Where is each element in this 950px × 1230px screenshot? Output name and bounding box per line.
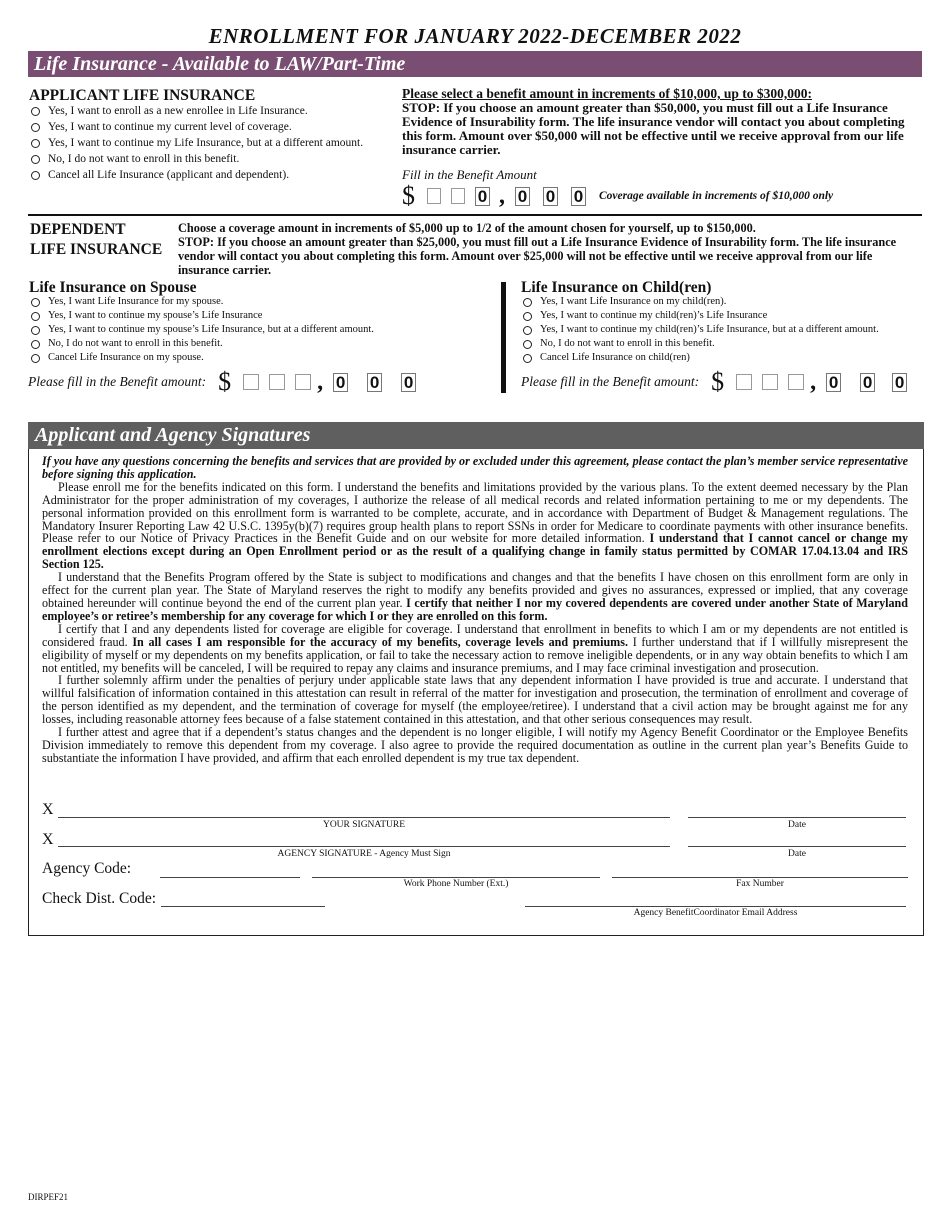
radio-icon[interactable] — [31, 298, 40, 307]
radio-icon[interactable] — [31, 123, 40, 132]
radio-icon[interactable] — [523, 326, 532, 335]
applicant-option-new[interactable]: Yes, I want to enroll as a new enrollee in Life Insurance. — [31, 103, 363, 119]
fixed-zero: 0 — [401, 373, 416, 392]
your-signature-label: YOUR SIGNATURE — [322, 820, 406, 830]
digit-box[interactable] — [427, 188, 441, 204]
digit-box[interactable] — [243, 374, 259, 390]
attestation-p4: I further solemnly affirm under the penalties of perjury under applicable state laws that any dependent information I have provided is true and accurate. I understand that willful falsification of information contained in this attestation can result in referral of the matter for investigation and prosecution, the termination of enrollment and coverage of the person identified as my dependent, and the termination of coverage for myself (the employee/retiree). I understand that a civil action may be brought against me for any losses, including reasonable attorney fees because of a false statement contained in this attestation, and that other serious consequences may result. — [42, 673, 908, 727]
comma-separator: , — [317, 368, 324, 395]
radio-icon[interactable] — [31, 340, 40, 349]
applicant-option-cancel[interactable]: Cancel all Life Insurance (applicant and dependent). — [31, 167, 363, 183]
spouse-heading: Life Insurance on Spouse — [29, 279, 197, 296]
section-banner-life-insurance: Life Insurance - Available to LAW/Part-Time — [28, 51, 922, 77]
fixed-zero: 0 — [892, 373, 907, 392]
child-amount-field: Please fill in the Benefit amount: $ , 0 0 0 — [521, 367, 907, 397]
spouse-option-no[interactable]: No, I do not want to enroll in this benefit. — [31, 337, 374, 351]
child-option-continue[interactable]: Yes, I want to continue my child(ren)’s Life Insurance — [523, 309, 879, 323]
radio-icon[interactable] — [523, 298, 532, 307]
child-options — [523, 295, 879, 365]
digit-box[interactable] — [788, 374, 804, 390]
comma-separator: , — [810, 368, 817, 395]
agency-signature-line[interactable] — [58, 846, 670, 847]
fixed-zero: 0 — [571, 187, 586, 206]
radio-icon[interactable] — [523, 354, 532, 363]
attestation-p3: I certify that I and any dependents listed for coverage are eligible for coverage. I understand that enrollment in benefits to which I am or my dependents are not entitled is considered fraud. In all cases I am responsible for the accuracy of my benefits, coverage levels and premiums. I further understand that if I willfully misrepresent the eligibility of myself or my dependents on my benefits application, or fail to take the necessary action to remove ineligible dependents, or in any way obtain benefits to which I am not entitled, my benefits will be canceled, I will be required to repay any claims and insurance premiums, and I may face criminal investigation and prosecution. — [42, 621, 909, 675]
section-divider — [28, 214, 922, 216]
fill-benefit-label: Fill in the Benefit Amount — [402, 167, 537, 182]
radio-icon[interactable] — [31, 326, 40, 335]
agency-date-label: Date — [788, 849, 806, 859]
section-banner-signatures: Applicant and Agency Signatures — [28, 422, 924, 449]
radio-icon[interactable] — [523, 340, 532, 349]
applicant-heading: APPLICANT LIFE INSURANCE — [29, 87, 256, 104]
coverage-increment-note: Coverage available in increments of $10,000 only — [599, 190, 834, 202]
fixed-zero: 0 — [515, 187, 530, 206]
digit-box[interactable] — [269, 374, 285, 390]
agency-code-input[interactable] — [160, 877, 300, 878]
agency-signature-label: AGENCY SIGNATURE - Agency Must Sign — [277, 849, 451, 859]
work-phone-label: Work Phone Number (Ext.) — [403, 879, 509, 889]
applicant-stop-notice: STOP: If you choose an amount greater than $50,000, you must fill out a Life Insurance Evidence of Insurability form. The life insurance vendor will contact you about completing this form. Amount over $50,000 will not be effective until we receive approval from our life insurance carrier. — [402, 100, 905, 157]
comma-separator: , — [499, 182, 505, 209]
check-dist-code-input[interactable] — [161, 906, 325, 907]
your-signature-line[interactable] — [58, 817, 670, 818]
dollar-sign: $ — [402, 181, 415, 210]
fixed-zero: 0 — [543, 187, 558, 206]
radio-icon[interactable] — [31, 107, 40, 116]
child-option-cancel[interactable]: Cancel Life Insurance on child(ren) — [523, 351, 879, 365]
signature-x-mark: X — [42, 801, 54, 818]
applicant-option-no[interactable]: No, I do not want to enroll in this benefit. — [31, 151, 363, 167]
applicant-option-continue[interactable]: Yes, I want to continue my current level of coverage. — [31, 119, 363, 135]
radio-icon[interactable] — [31, 312, 40, 321]
attestation-text — [42, 455, 908, 765]
radio-icon[interactable] — [31, 155, 40, 164]
applicant-amount-field — [402, 181, 833, 211]
digit-box[interactable] — [736, 374, 752, 390]
fax-input[interactable] — [612, 877, 908, 878]
form-code: DIRPEF21 — [28, 1192, 69, 1202]
fixed-zero: 0 — [367, 373, 382, 392]
dependent-heading: DEPENDENT LIFE INSURANCE — [30, 221, 163, 258]
attestation-p2: I understand that the Benefits Program offered by the State is subject to modifications and changes and that the benefits I have chosen on this enrollment form are only in effect for the current plan year. The State of Maryland reserves the right to modify any benefits provided and gives no assurances, expressed or implied, that any coverage obtained hereunder will continue beyond the end of the current plan year. I certify that neither I nor my covered dependents are covered under another State of Maryland employee’s or retiree’s membership for any coverage for which I or they are enrolled on this form. — [42, 570, 908, 623]
applicant-option-different[interactable]: Yes, I want to continue my Life Insurance, but at a different amount. — [31, 135, 363, 151]
spouse-options — [31, 295, 374, 365]
child-option-new[interactable]: Yes, I want Life Insurance on my child(ren). — [523, 295, 879, 309]
child-heading: Life Insurance on Child(ren) — [521, 279, 712, 296]
attestation-p5: I further attest and agree that if a dependent’s status changes and the dependent is no longer eligible, I will notify my Agency Benefit Coordinator or the Employee Benefits Division immediately to remove this dependent from my coverage. I also agree to provide the required documentation as outline in the current plan year’s Benefits Guide to substantiate the information I have provided, and affirm that each enrolled dependent is my true tax dependent. — [42, 725, 908, 765]
coordinator-email-label: Agency BenefitCoordinator Email Address — [633, 908, 798, 918]
digit-box[interactable] — [295, 374, 311, 390]
agency-date-line[interactable] — [688, 846, 906, 847]
child-option-different[interactable]: Yes, I want to continue my child(ren)’s Life Insurance, but at a different amount. — [523, 323, 879, 337]
signature-x-mark: X — [42, 831, 54, 848]
fixed-zero: 0 — [333, 373, 348, 392]
digit-box[interactable] — [451, 188, 465, 204]
radio-icon[interactable] — [31, 139, 40, 148]
radio-icon[interactable] — [31, 171, 40, 180]
attestation-p1: Please enroll me for the benefits indicated on this form. I understand the benefits and limitations provided by the various plans. To the extent deemed necessary by the Plan Administrator for the proper administration of my coverages, I authorize the release of all medical records and related information pertaining to me or my dependents. The personal information provided on this enrollment form is warranted to be complete, accurate, and in accordance with Department of Budget & Management regulations. The Mandatory Insurer Reporting Law 42 U.S.C. 1395y(b)(7) requires group health plans to report SSNs in order for Medicare to coordinate payments with other insurance benefits. Please refer to our Notice of Privacy Practices in the Benefit Guide and on our website for more detailed information. I understand that I cannot cancel or change my enrollment elections except during an Open Enrollment period or as the result of a qualifying change in family status permitted by COMAR 17.04.13.04 and IRS Section 125. — [42, 479, 909, 572]
fixed-zero: 0 — [475, 187, 490, 206]
applicant-options — [31, 103, 363, 183]
radio-icon[interactable] — [31, 354, 40, 363]
coordinator-email-input[interactable] — [525, 906, 906, 907]
spouse-option-different[interactable]: Yes, I want to continue my spouse’s Life Insurance, but at a different amount. — [31, 323, 374, 337]
agency-code-label: Agency Code: — [42, 860, 132, 877]
dependent-instructions: Choose a coverage amount in increments of $5,000 up to 1/2 of the amount chosen for yourself, up to $150,000. STOP: If you choose an amount greater than $25,000, you must fill out a Life Insurance Evidence of Insurability form. The life insurance vendor will contact you about completing this form. Amount over $25,000 will not be effective until we receive approval from our life insurance carrier. — [178, 221, 897, 277]
child-option-no[interactable]: No, I do not want to enroll in this benefit. — [523, 337, 879, 351]
column-divider — [501, 282, 506, 393]
spouse-amount-field: Please fill in the Benefit amount: $ , 0 0 0 — [28, 367, 425, 397]
signature-date-line[interactable] — [688, 817, 906, 818]
dollar-sign: $ — [218, 367, 232, 396]
benefit-amount-heading: Please select a benefit amount in increments of $10,000, up to $300,000: — [402, 86, 812, 101]
form-title: ENROLLMENT FOR JANUARY 2022-DECEMBER 2022 — [208, 24, 742, 48]
fixed-zero: 0 — [860, 373, 875, 392]
fixed-zero: 0 — [826, 373, 841, 392]
fax-label: Fax Number — [736, 879, 784, 889]
work-phone-input[interactable] — [312, 877, 600, 878]
dollar-sign: $ — [711, 367, 725, 396]
spouse-option-new[interactable]: Yes, I want Life Insurance for my spouse. — [31, 295, 374, 309]
signature-date-label: Date — [788, 820, 806, 830]
radio-icon[interactable] — [523, 312, 532, 321]
digit-box[interactable] — [762, 374, 778, 390]
attestation-intro: If you have any questions concerning the benefits and services that are provided by or excluded under this agreement, please contact the plan’s member service representative before signing this application. — [42, 454, 908, 481]
spouse-option-cancel[interactable]: Cancel Life Insurance on my spouse. — [31, 351, 374, 365]
spouse-option-continue[interactable]: Yes, I want to continue my spouse’s Life Insurance — [31, 309, 374, 323]
check-dist-code-label: Check Dist. Code: — [42, 890, 157, 907]
